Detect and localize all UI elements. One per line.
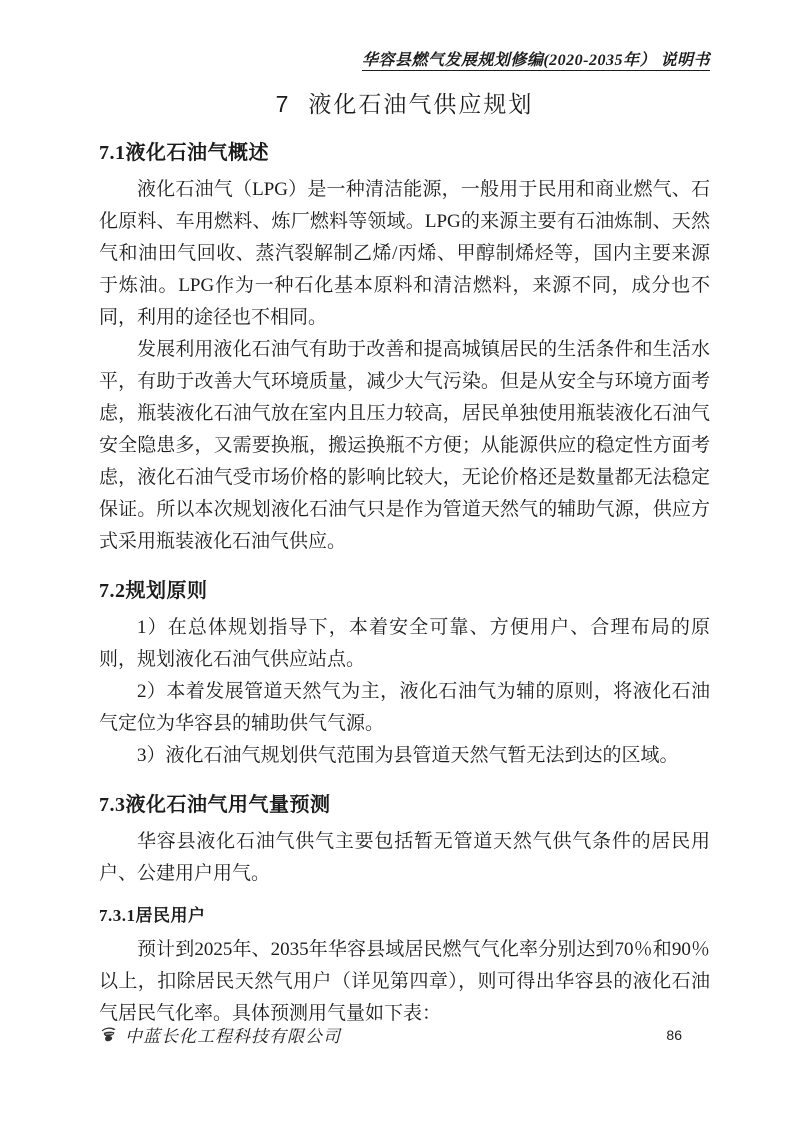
section-number: 7.3 [99, 794, 126, 816]
paragraph-residential-users: 预计到2025年、2035年华容县域居民燃气气化率分别达到70％和90％以上，扣除居民天然气用户（详见第四章），则可得出华容县的液化石油气居民气化率。具体预测用气量如下表： [99, 939, 710, 1024]
page-header [99, 50, 710, 72]
company-logo-icon [99, 1025, 118, 1044]
planning-principle-item-2: 2）本着发展管道天然气为主，液化石油气为辅的原则，将液化石油气定位为华容县的辅助供气气源。 [99, 681, 710, 734]
chapter-title [99, 88, 710, 120]
section-title-text: 规划原则 [125, 580, 208, 602]
paragraph-lpg-overview-1: 液化石油气（LPG）是一种清洁能源，一般用于民用和商业燃气、石化原料、车用燃料、炼厂燃料等领域。LPG的来源主要有石油炼制、天然气和油田气回收、蒸汽裂解制乙烯/丙烯、甲醇制烯烃等，国内主要来源于炼油。LPG作为一种石化基本原料和清洁燃料，来源不同，成分也不同，利用的途径也不相同。 [99, 179, 710, 328]
paragraph-lpg-overview-2: 发展利用液化石油气有助于改善和提高城镇居民的生活条件和生活水平，有助于改善大气环境质量，减少大气污染。但是从安全与环境方面考虑，瓶装液化石油气放在室内且压力较高，居民单独使用瓶装液化石油气安全隐患多，又需要换瓶，搬运换瓶不方便；从能源供应的稳定性方面考虑，液化石油气受市场价格的影响比较大，无论价格还是数量都无法稳定保证。所以本次规划液化石油气只是作为管道天然气的辅助气源，供应方式采用瓶装液化石油气供应。 [99, 339, 710, 552]
footer-company [99, 1022, 341, 1047]
section-heading-7-1 [99, 140, 710, 167]
section-number: 7.2 [99, 580, 126, 602]
subsection-title-text: 居民用户 [135, 906, 206, 925]
chapter-title-text: 液化石油气供应规划 [308, 91, 534, 117]
subsection-number: 7.3.1 [99, 906, 136, 925]
planning-principle-item-1: 1）在总体规划指导下，本着安全可靠、方便用户、合理布局的原则，规划液化石油气供应站点。 [99, 617, 710, 670]
section-heading-7-3 [99, 792, 710, 819]
paragraph-demand-forecast: 华容县液化石油气供气主要包括暂无管道天然气供气条件的居民用户、公建用户用气。 [99, 831, 710, 884]
page-number: 86 [666, 1026, 682, 1043]
running-header-title: 华容县燃气发展规划修编(2020-2035年） 说明书 [361, 52, 710, 69]
footer-company-name: 中蓝长化工程科技有限公司 [125, 1027, 341, 1046]
page-footer [99, 1022, 710, 1047]
section-title-text: 液化石油气概述 [125, 142, 269, 164]
planning-principle-item-3: 3）液化石油气规划供气范围为县管道天然气暂无法到达的区域。 [137, 745, 679, 766]
section-heading-7-2 [99, 578, 710, 605]
chapter-number: 7 [275, 91, 289, 117]
subsection-heading-7-3-1 [99, 904, 710, 928]
section-title-text: 液化石油气用气量预测 [125, 794, 331, 816]
section-number: 7.1 [99, 142, 126, 164]
